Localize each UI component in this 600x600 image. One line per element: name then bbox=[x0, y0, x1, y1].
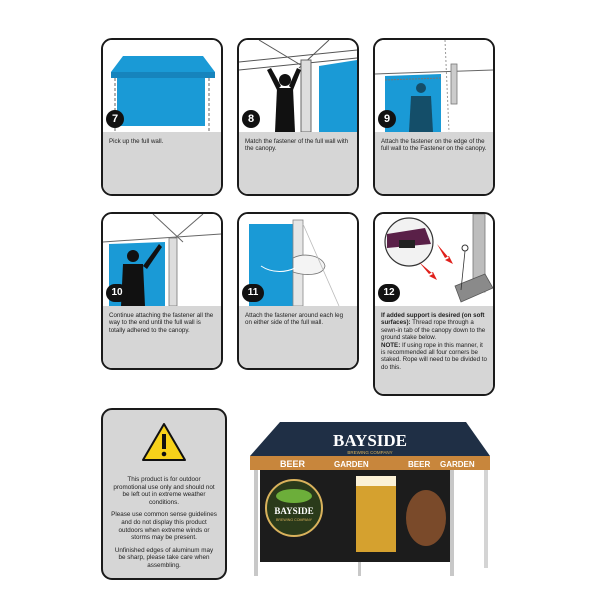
person-head bbox=[279, 74, 291, 86]
warning-card bbox=[101, 408, 227, 580]
caption-text: Thread rope through a sewn-in tab of the canopy down to the ground stake below. bbox=[381, 319, 486, 342]
step-caption: Attach the fastener on the edge of the full wall to the Fastener on the canopy. bbox=[375, 132, 493, 194]
tent-leg bbox=[169, 238, 177, 306]
warning-text-1: This product is for outdoor promotional use only and should not be left out in extreme weather conditions. bbox=[113, 476, 215, 506]
note-label: NOTE: bbox=[381, 341, 401, 349]
step-10-card bbox=[101, 212, 223, 370]
tent-leg bbox=[301, 60, 311, 132]
tent-illustration bbox=[240, 410, 500, 580]
full-wall bbox=[117, 78, 205, 126]
tent-leg bbox=[450, 470, 454, 576]
step-number: 8 bbox=[242, 110, 260, 128]
arrow-icon bbox=[419, 262, 437, 280]
person-body bbox=[275, 88, 295, 132]
foot-plate bbox=[455, 274, 493, 302]
step-caption: Continue attaching the fastener all the way to the end until the full wall is totally adhered to the canopy. bbox=[103, 306, 221, 368]
person-head bbox=[127, 250, 139, 262]
canopy-valance bbox=[111, 72, 215, 78]
step-number: 10 bbox=[106, 284, 128, 302]
valance-text-right: GARDEN bbox=[334, 460, 369, 469]
note-text: If using rope in this manner, it is recommended all four corners be staked. Rope will need to be divided to do this. bbox=[381, 341, 487, 371]
step-number: 11 bbox=[242, 284, 264, 302]
warning-text-2: Please use common sense guidelines and do not display this product outdoors when extreme winds or storms may be present. bbox=[111, 511, 217, 542]
step-12-card bbox=[373, 212, 495, 396]
tent-leg bbox=[484, 470, 488, 568]
step-8-card bbox=[237, 38, 359, 196]
canopy-top bbox=[111, 56, 215, 72]
canopy-brand-sub: BREWING COMPANY bbox=[347, 450, 393, 455]
valance-text-right-2: GARDEN bbox=[440, 460, 475, 469]
valance-text-left-2: BEER bbox=[408, 460, 431, 469]
tent-leg bbox=[358, 562, 361, 576]
warning-text-3: Unfinished edges of aluminum may be sharp, please take care when assembling. bbox=[114, 546, 214, 569]
wall-brand-sub: BREWING COMPANY bbox=[275, 518, 313, 522]
full-wall bbox=[319, 60, 357, 132]
warning-triangle-icon bbox=[141, 422, 187, 462]
beer-glass-graphic bbox=[356, 480, 396, 552]
tent-leg bbox=[254, 470, 258, 576]
step-caption: Attach the fastener around each leg on either side of the full wall. bbox=[239, 306, 357, 368]
step-caption: Pick up the full wall. bbox=[103, 132, 221, 194]
step-number: 9 bbox=[378, 110, 396, 128]
canopy-brand: BAYSIDE bbox=[332, 431, 408, 450]
valance-text-left: BEER bbox=[280, 459, 306, 469]
step-caption bbox=[375, 306, 493, 394]
wall-brand: BAYSIDE bbox=[274, 506, 314, 516]
step-number: 7 bbox=[106, 110, 124, 128]
arrow-icon bbox=[437, 244, 453, 264]
barrel-graphic bbox=[406, 490, 446, 546]
step-7-card bbox=[101, 38, 223, 196]
step-11-card bbox=[237, 212, 359, 370]
step-9-card bbox=[373, 38, 495, 196]
step-number: 12 bbox=[378, 284, 400, 302]
caption-bold: If added support is desired (on soft surfaces): bbox=[381, 312, 485, 327]
wrap-fastener bbox=[293, 255, 325, 274]
step-caption: Match the fastener of the full wall with the canopy. bbox=[239, 132, 357, 194]
